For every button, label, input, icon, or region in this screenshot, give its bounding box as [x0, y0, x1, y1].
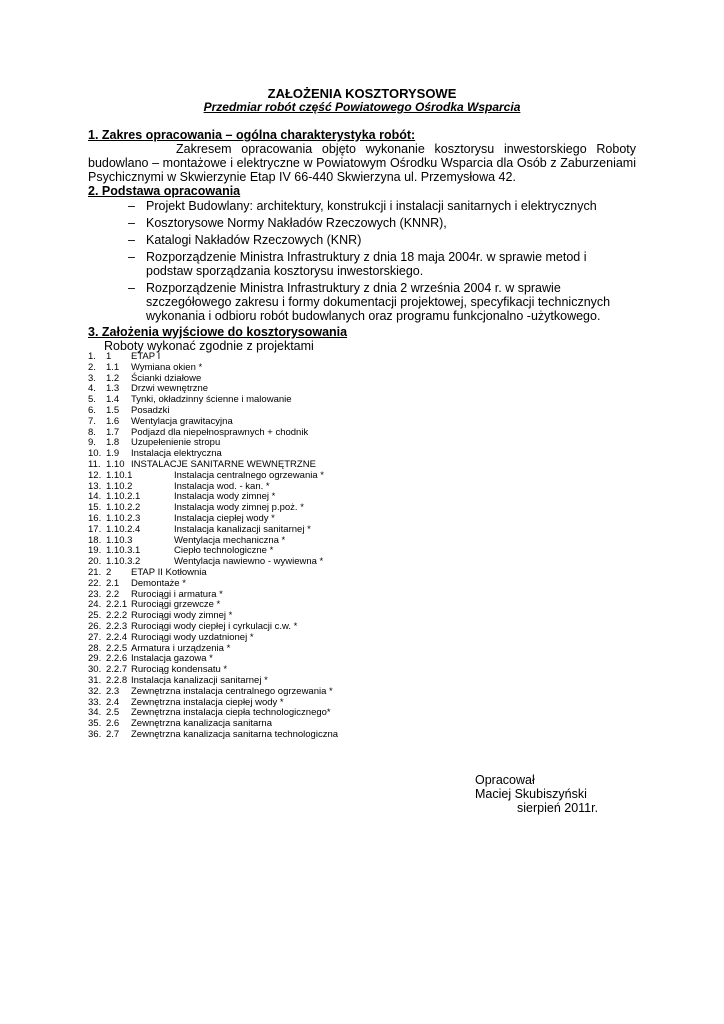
- item-label: Wymiana okien *: [131, 361, 203, 373]
- item-num: 7.: [88, 415, 96, 427]
- item-code: 2.4: [106, 696, 120, 708]
- item-num: 23.: [88, 588, 102, 600]
- item-code: 1.10: [106, 458, 125, 470]
- list-item-text: Projekt Budowlany: architektury, konstrukcji i instalacji sanitarnych i elektrycznych: [146, 199, 597, 213]
- list-item: [128, 216, 636, 230]
- item-code: 1.9: [106, 448, 120, 460]
- item-label: Instalacja kanalizacji sanitarnej *: [131, 674, 268, 686]
- item-num: 2.: [88, 361, 96, 373]
- item-code: 1.4: [106, 394, 120, 406]
- item-num: 32.: [88, 685, 102, 697]
- item-label: Zewnętrzna instalacja ciepła technologicznego*: [131, 707, 331, 719]
- item-label: Zewnętrzna kanalizacja sanitarna technologiczna: [131, 728, 339, 740]
- item-num: 26.: [88, 620, 102, 632]
- section-3-intro: Roboty wykonać zgodnie z projektami: [104, 339, 314, 353]
- signature-date: sierpień 2011r.: [517, 801, 599, 815]
- item-code: 1.10.2.3: [106, 512, 141, 524]
- item-num: 6.: [88, 404, 96, 416]
- item-code: 2.7: [106, 728, 120, 740]
- item-num: 18.: [88, 534, 102, 546]
- item-label: Instalacja ciepłej wody *: [174, 512, 275, 524]
- item-code: 2.2.8: [106, 674, 128, 686]
- item-num: 14.: [88, 491, 102, 503]
- item-num: 4.: [88, 383, 96, 395]
- item-code: 2.1: [106, 577, 120, 589]
- item-label: Instalacja centralnego ogrzewania *: [174, 469, 324, 481]
- item-code: 1.10.1: [106, 469, 133, 481]
- item-num: 5.: [88, 394, 96, 406]
- item-label: Rurociągi i armatura *: [131, 588, 223, 600]
- item-code: 2.2.3: [106, 620, 128, 632]
- signature-block: [475, 773, 598, 815]
- item-label: Podjazd dla niepełnosprawnych + chodnik: [131, 426, 309, 438]
- dash-bullet-icon: –: [128, 250, 135, 264]
- item-code: 2.2.2: [106, 610, 128, 622]
- item-label: Zewnętrzna instalacja ciepłej wody *: [131, 696, 284, 708]
- item-code: 1.10.3.1: [106, 545, 141, 557]
- item-label: Rurociąg kondensatu *: [131, 664, 228, 676]
- item-label: Instalacja elektryczna: [131, 448, 222, 460]
- item-label: Wentylacja nawiewno - wywiewna *: [174, 556, 324, 568]
- item-num: 35.: [88, 718, 102, 730]
- list-item: [128, 233, 636, 247]
- item-code: 2.2.4: [106, 631, 128, 643]
- item-label: Rurociągi wody uzdatnionej *: [131, 631, 254, 643]
- item-num: 1.: [88, 351, 96, 362]
- list-item-text: Kosztorysowe Normy Nakładów Rzeczowych (KNNR),: [146, 216, 447, 230]
- list-item: [128, 199, 636, 213]
- item-code: 2: [106, 566, 112, 578]
- item-label: Uzupełenienie stropu: [131, 437, 221, 449]
- item-num: 33.: [88, 696, 102, 708]
- item-code: 2.6: [106, 718, 120, 730]
- item-num: 9.: [88, 437, 96, 449]
- item-label: Ścianki działowe: [131, 372, 202, 384]
- document-subtitle: Przedmiar robót część Powiatowego Ośrodka Wsparcia: [203, 100, 521, 114]
- list-item: [128, 250, 636, 278]
- item-label: Demontaże *: [131, 577, 186, 589]
- item-code: 1.7: [106, 426, 120, 438]
- item-code: 2.2.5: [106, 642, 128, 654]
- item-code: 2.2.7: [106, 664, 128, 676]
- item-code: 1.1: [106, 361, 120, 373]
- item-num: 20.: [88, 556, 102, 568]
- item-label: Instalacja gazowa *: [131, 653, 213, 665]
- item-code: 1.10.2.2: [106, 502, 141, 514]
- item-label: INSTALACJE SANITARNE WEWNĘTRZNE: [131, 458, 316, 470]
- item-label: ETAP II Kotłownia: [131, 566, 207, 578]
- item-label: Zewnętrzna instalacja centralnego ogrzewania *: [131, 685, 333, 697]
- section-3-heading: 3. Założenia wyjściowe do kosztorysowania: [88, 325, 348, 339]
- item-code: 1.10.2.4: [106, 523, 141, 535]
- dash-bullet-icon: –: [128, 233, 135, 247]
- item-num: 19.: [88, 545, 102, 557]
- item-num: 3.: [88, 372, 96, 384]
- dash-bullet-icon: –: [128, 216, 135, 230]
- list-item-text: Rozporządzenie Ministra Infrastruktury z dnia 18 maja 2004r. w sprawie metod i podstaw sporządzania kosztorysu inwestorskiego.: [146, 250, 587, 278]
- item-num: 15.: [88, 502, 102, 514]
- list-item-text: Katalogi Nakładów Rzeczowych (KNR): [146, 233, 362, 247]
- item-label: Drzwi wewnętrzne: [131, 383, 209, 395]
- item-num: 29.: [88, 653, 102, 665]
- item-code: 1.6: [106, 415, 120, 427]
- item-code: 2.2: [106, 588, 120, 600]
- dash-bullet-icon: –: [128, 199, 135, 213]
- signature-author: Maciej Skubiszyński: [475, 787, 587, 801]
- signature-label: Opracował: [475, 773, 535, 787]
- item-num: 12.: [88, 469, 102, 481]
- item-label: Tynki, okładzinny ścienne i malowanie: [131, 394, 292, 406]
- section-1-heading: 1. Zakres opracowania – ogólna charakterystyka robót:: [88, 128, 416, 142]
- item-num: 16.: [88, 512, 102, 524]
- item-label: Instalacja wod. - kan. *: [174, 480, 270, 492]
- item-num: 24.: [88, 599, 102, 611]
- item-num: 21.: [88, 566, 102, 578]
- item-label: Armatura i urządzenia *: [131, 642, 231, 654]
- dash-bullet-icon: –: [128, 281, 135, 295]
- item-label: Rurociągi grzewcze *: [131, 599, 221, 611]
- item-label: Zewnętrzna kanalizacja sanitarna: [131, 718, 272, 730]
- item-num: 25.: [88, 610, 102, 622]
- item-code: 1.5: [106, 404, 120, 416]
- item-code: 2.3: [106, 685, 120, 697]
- item-num: 36.: [88, 728, 102, 740]
- item-label: Rurociągi wody ciepłej i cyrkulacji c.w. *: [131, 620, 298, 632]
- item-code: 1.10.2: [106, 480, 133, 492]
- item-label: Instalacja kanalizacji sanitarnej *: [174, 523, 311, 535]
- item-code: 1.2: [106, 372, 120, 384]
- item-label: ETAP I: [131, 351, 161, 362]
- item-num: 27.: [88, 631, 102, 643]
- item-code: 2.2.6: [106, 653, 128, 665]
- item-code: 1.8: [106, 437, 120, 449]
- item-num: 10.: [88, 448, 102, 460]
- item-num: 30.: [88, 664, 102, 676]
- item-num: 17.: [88, 523, 102, 535]
- item-num: 8.: [88, 426, 96, 438]
- item-label: Wentylacja grawitacyjna: [131, 415, 233, 427]
- section-1-text: Zakresem opracowania objęto wykonanie kosztorysu inwestorskiego Roboty budowlano – montażowe i elektryczne w Powiatowym Ośrodku Wsparcia dla Osób z Zaburzeniami Psychicznymi w Skwierzynie Etap IV 66-440 Skwierzyna ul. Przemysłowa 42.: [88, 142, 636, 184]
- item-num: 13.: [88, 480, 102, 492]
- item-label: Rurociągi wody zimnej *: [131, 610, 233, 622]
- item-code: 1.10.3: [106, 534, 133, 546]
- item-num: 31.: [88, 674, 102, 686]
- section-1-paragraph: [88, 142, 636, 184]
- item-code: 2.2.1: [106, 599, 128, 611]
- item-num: 28.: [88, 642, 102, 654]
- item-code: 2.5: [106, 707, 120, 719]
- item-label: Wentylacja mechaniczna *: [174, 534, 286, 546]
- section-2-list: [128, 199, 636, 326]
- item-num: 34.: [88, 707, 102, 719]
- item-num: 22.: [88, 577, 102, 589]
- item-num: 11.: [88, 458, 101, 470]
- item-label: Posadzki: [131, 404, 170, 416]
- item-code: 1.10.2.1: [106, 491, 141, 503]
- item-label: Instalacja wody zimnej *: [174, 491, 276, 503]
- section-2-heading: 2. Podstawa opracowania: [88, 184, 241, 198]
- list-item-text: Rozporządzenie Ministra Infrastruktury z dnia 2 września 2004 r. w sprawie szczegółowego zakresu i formy dokumentacji projektowej, specyfikacji technicznych wykonania i odbioru robót budowlanych oraz programu funkcjonalno -użytkowego.: [146, 281, 611, 323]
- document-title: ZAŁOŻENIA KOSZTORYSOWE: [267, 86, 457, 101]
- item-code: 1.3: [106, 383, 120, 395]
- list-item: [128, 281, 636, 323]
- item-code: 1: [106, 351, 112, 362]
- item-code: 1.10.3.2: [106, 556, 141, 568]
- item-label: Ciepło technologiczne *: [174, 545, 274, 557]
- item-label: Instalacja wody zimnej p.poż. *: [174, 502, 304, 514]
